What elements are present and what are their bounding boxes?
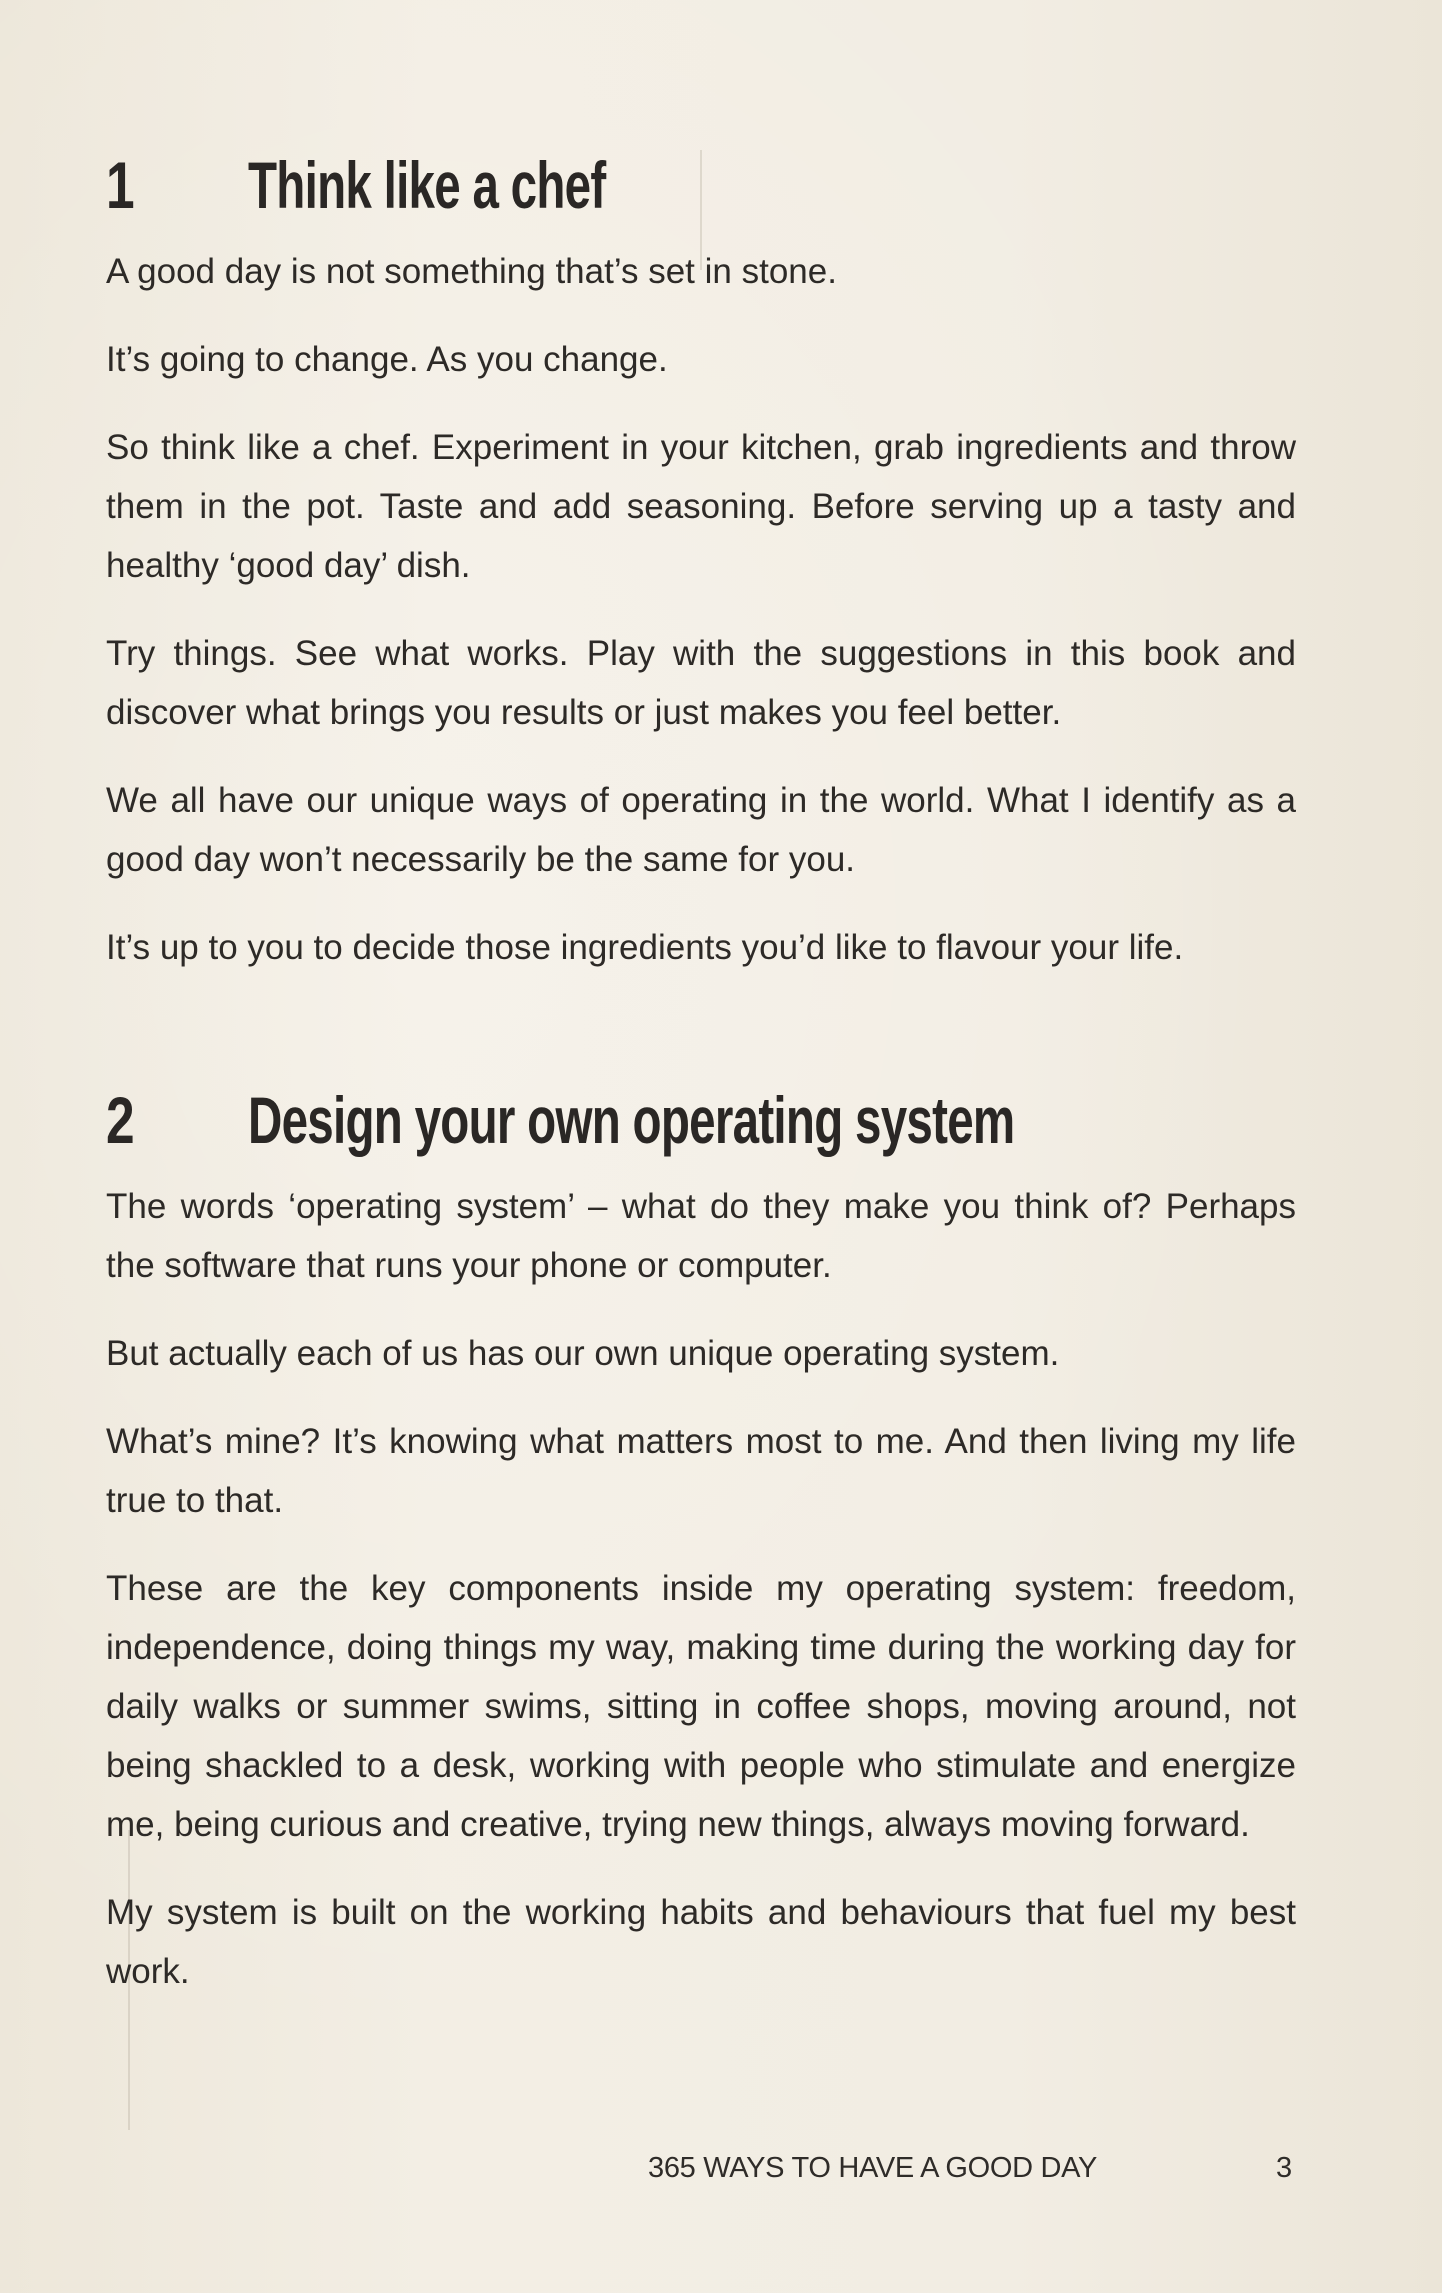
- section-body: [106, 1177, 1296, 2001]
- paragraph: A good day is not something that’s set in stone.: [106, 252, 837, 291]
- section-number: 1: [106, 148, 134, 222]
- paragraph: Try things. See what works. Play with the suggestions in this book and discover what brings you results or just makes you feel better.: [106, 634, 1296, 732]
- page-footer: [0, 2138, 1442, 2198]
- paragraph: The words ‘operating system’ – what do they make you think of? Perhaps the software that runs your phone or computer.: [106, 1187, 1296, 1285]
- section-title: Design your own operating system: [248, 1083, 1015, 1157]
- section-heading: [106, 140, 1296, 230]
- paragraph: So think like a chef. Experiment in your kitchen, grab ingredients and throw them in the pot. Taste and add seasoning. Before serving up a tasty and healthy ‘good day’ dish.: [106, 428, 1296, 585]
- paragraph: My system is built on the working habits and behaviours that fuel my best work.: [106, 1893, 1296, 1991]
- section-number: 2: [106, 1083, 134, 1157]
- paragraph: These are the key components inside my operating system: freedom, independence, doing things my way, making time during the working day for daily walks or summer swims, sitting in coffee shops, moving around, not being shackled to a desk, working with people who stimulate and energize me, being curious and creative, trying new things, always moving forward.: [106, 1569, 1296, 1844]
- running-footer-title: 365 WAYS TO HAVE A GOOD DAY: [648, 2152, 1098, 2184]
- section-body: [106, 242, 1296, 977]
- section-heading: [106, 1075, 1296, 1165]
- section-1: [106, 140, 1296, 1006]
- page-number: 3: [1276, 2152, 1293, 2184]
- section-2: [106, 1075, 1296, 2030]
- paragraph: It’s up to you to decide those ingredients you’d like to flavour your life.: [106, 928, 1184, 967]
- paragraph: What’s mine? It’s knowing what matters most to me. And then living my life true to that.: [106, 1422, 1296, 1520]
- section-title: Think like a chef: [248, 148, 606, 222]
- paragraph: But actually each of us has our own unique operating system.: [106, 1334, 1060, 1373]
- paragraph: It’s going to change. As you change.: [106, 340, 668, 379]
- paragraph: We all have our unique ways of operating in the world. What I identify as a good day won’t necessarily be the same for you.: [106, 781, 1296, 879]
